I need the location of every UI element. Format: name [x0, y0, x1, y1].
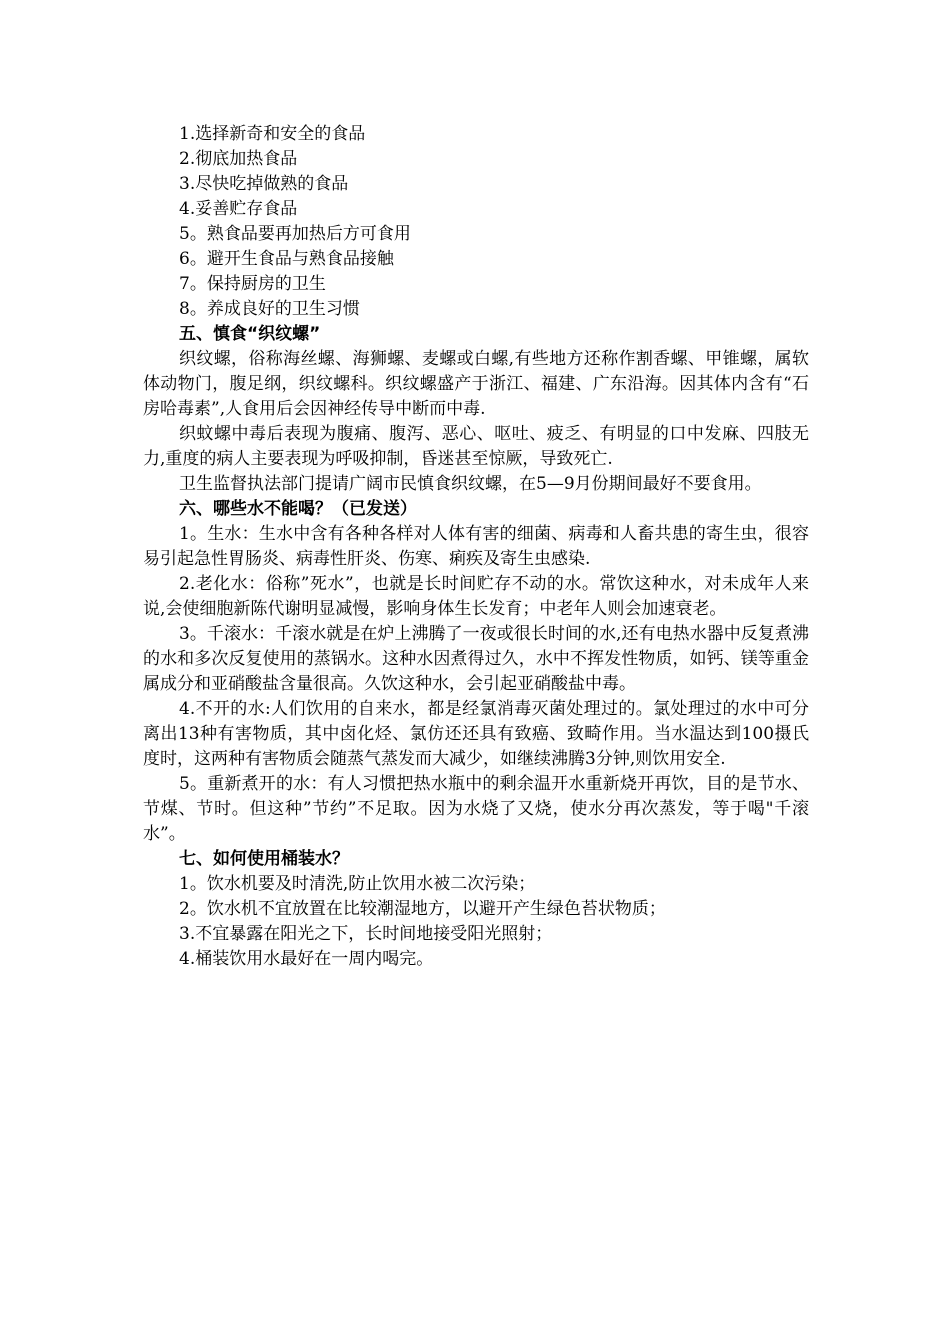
section-snail: [143, 322, 809, 497]
list-item: 1。饮水机要及时清洗,防止饮用水被二次污染；: [179, 874, 536, 894]
list-item: 4.桶装饮用水最好在一周内喝完。: [179, 949, 434, 969]
paragraph: 3。千滚水：千滚水就是在炉上沸腾了一夜或很长时间的水,还有电热水器中反复煮沸的水和多次反复使用的蒸锅水。这种水因煮得过久，水中不挥发性物质，如钙、镁等重金属成分和亚硝酸盐含量很高。久饮这种水，会引起亚硝酸盐中毒。: [143, 624, 809, 694]
paragraph: 5。重新煮开的水：有人习惯把热水瓶中的剩余温开水重新烧开再饮，目的是节水、节煤、节时。但这种”节约”不足取。因为水烧了又烧，使水分再次蒸发，等于喝"千滚水”。: [143, 774, 809, 844]
paragraph: 织蚊螺中毒后表现为腹痛、腹泻、恶心、呕吐、疲乏、有明显的口中发麻、四肢无力,重度的病人主要表现为呼吸抑制，昏迷甚至惊厥，导致死亡.: [143, 424, 809, 469]
section-heading: 五、慎食“织纹螺”: [179, 324, 321, 344]
list-item: 2。饮水机不宜放置在比较潮湿地方，以避开产生绿色苔状物质；: [179, 899, 666, 919]
list-item: 4.妥善贮存食品: [179, 199, 298, 219]
paragraph: 4.不开的水:人们饮用的自来水，都是经氯消毒灭菌处理过的。氯处理过的水中可分离出13种有害物质，其中卤化烃、氯仿还还具有致癌、致畸作用。当水温达到100摄氏度时，这两种有害物质会随蒸气蒸发而大减少，如继续沸腾3分钟,则饮用安全.: [143, 699, 809, 769]
list-item: 7。保持厨房的卫生: [179, 274, 326, 294]
document-page: [143, 122, 809, 972]
paragraph: 1。生水：生水中含有各种各样对人体有害的细菌、病毒和人畜共患的寄生虫，很容易引起急性胃肠炎、病毒性肝炎、伤寒、痢疾及寄生虫感染.: [143, 524, 809, 569]
list-item: 5。熟食品要再加热后方可食用: [179, 224, 411, 244]
section-heading: 六、哪些水不能喝？（已发送）: [179, 499, 417, 519]
paragraph: 2.老化水：俗称”死水”，也就是长时间贮存不动的水。常饮这种水，对未成年人来说,会使细胞新陈代谢明显减慢，影响身体生长发育；中老年人则会加速衰老。: [143, 574, 809, 619]
list-item: 3.尽快吃掉做熟的食品: [179, 174, 349, 194]
food-safety-list: [143, 122, 809, 322]
list-item: 6。避开生食品与熟食品接触: [179, 249, 394, 269]
list-item: 8。养成良好的卫生习惯: [179, 299, 360, 319]
list-item: 2.彻底加热食品: [179, 149, 298, 169]
section-water: [143, 497, 809, 847]
paragraph: 织纹螺，俗称海丝螺、海狮螺、麦螺或白螺,有些地方还称作割香螺、甲锥螺，属软体动物门，腹足纲，织纹螺科。织纹螺盛产于浙江、福建、广东沿海。因其体内含有“石房哈毒素”,人食用后会因神经传导中断而中毒.: [143, 349, 809, 419]
section-heading: 七、如何使用桶装水？: [179, 849, 349, 869]
list-item: 1.选择新奇和安全的食品: [179, 124, 366, 144]
section-bottled-water: [143, 847, 809, 972]
paragraph: 卫生监督执法部门提请广阔市民慎食织纹螺，在5—9月份期间最好不要食用。: [179, 474, 762, 494]
list-item: 3.不宜暴露在阳光之下，长时间地接受阳光照射；: [179, 924, 553, 944]
